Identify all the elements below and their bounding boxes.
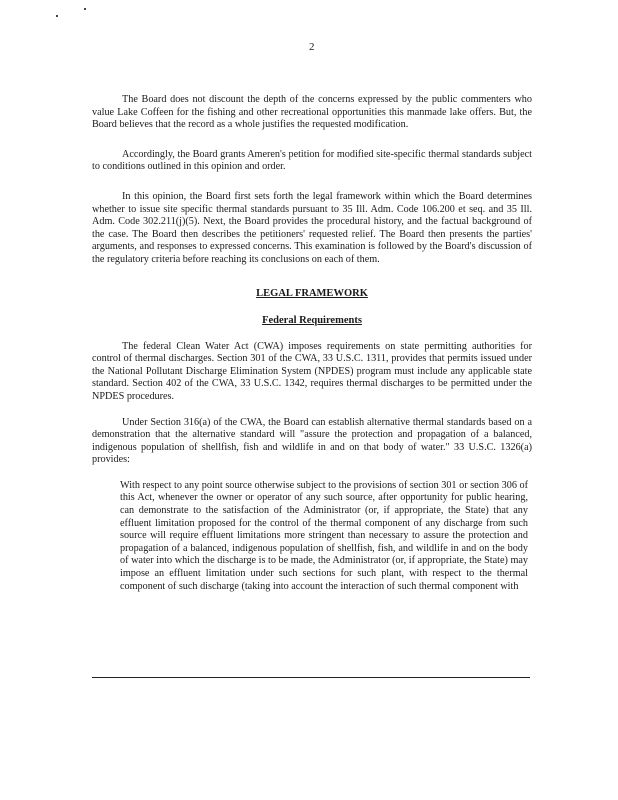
paragraph-section-316a: Under Section 316(a) of the CWA, the Board can establish alternative thermal standards based on a demonstration that the alternative standard will "assure the protection and propagation of a balanced, indigenous population of shellfish, fish and wildlife in and on that body of water." 33 U.S.C. 1326(a) provides: [92, 416, 532, 466]
page-number: 2 [309, 41, 315, 53]
document-body [92, 94, 532, 593]
paragraph-clean-water-act: The federal Clean Water Act (CWA) imposes requirements on state permitting authorities for control of thermal discharges. Section 301 of the CWA, 33 U.S.C. 1311, provides that permits issued under the National Pollutant Discharge Elimination System (NPDES) program must include any applicable state standard. Section 402 of the CWA, 33 U.S.C. 1342, requires thermal discharges to be permitted under the NPDES procedures. [92, 340, 532, 402]
heading-legal-framework: LEGAL FRAMEWORK [256, 287, 368, 299]
footer-rule [92, 677, 530, 678]
paragraph-grant-petition: Accordingly, the Board grants Ameren's petition for modified site-specific thermal standards subject to conditions outlined in this opinion and order. [92, 148, 532, 173]
paragraph-opinion-outline: In this opinion, the Board first sets forth the legal framework within which the Board determines whether to issue site specific thermal standards pursuant to 35 Ill. Adm. Code 106.200 et seq. and 35 Ill. Adm. Code 302.211(j)(5). Next, the Board provides the procedural history, and the factual background of the case. The Board then describes the petitioners' requested relief. The Board then presents the parties' arguments, and responses to expressed concerns. This examination is followed by the Board's discussion of the regulatory criteria before reaching its conclusions on each of them. [92, 190, 532, 265]
scan-speck [84, 8, 86, 10]
scan-speck [56, 15, 58, 17]
block-quote-statute: With respect to any point source otherwise subject to the provisions of section 301 or section 306 of this Act, whenever the owner or operator of any such source, after opportunity for public hearing, can demonstrate to the satisfaction of the Administrator (or, if appropriate, the State) that any effluent limitation proposed for the control of the thermal component of any discharge from such source will require effluent limitations more stringent than necessary to assure the protection and propagation of a balanced, indigenous population of shellfish, fish, and wildlife in and on the body of water into which the discharge is to be made, the Administrator (or, if appropriate, the State) may impose an effluent limitation under such sections for such plant, with respect to the thermal component of such discharge (taking into account the interaction of such thermal component with [120, 479, 528, 592]
paragraph-public-concerns: The Board does not discount the depth of the concerns expressed by the public commenters who value Lake Coffeen for the fishing and other recreational opportunities this manmade lake offers. But, the Board believes that the record as a whole justifies the requested modification. [92, 94, 532, 131]
heading-federal-requirements: Federal Requirements [262, 314, 362, 326]
